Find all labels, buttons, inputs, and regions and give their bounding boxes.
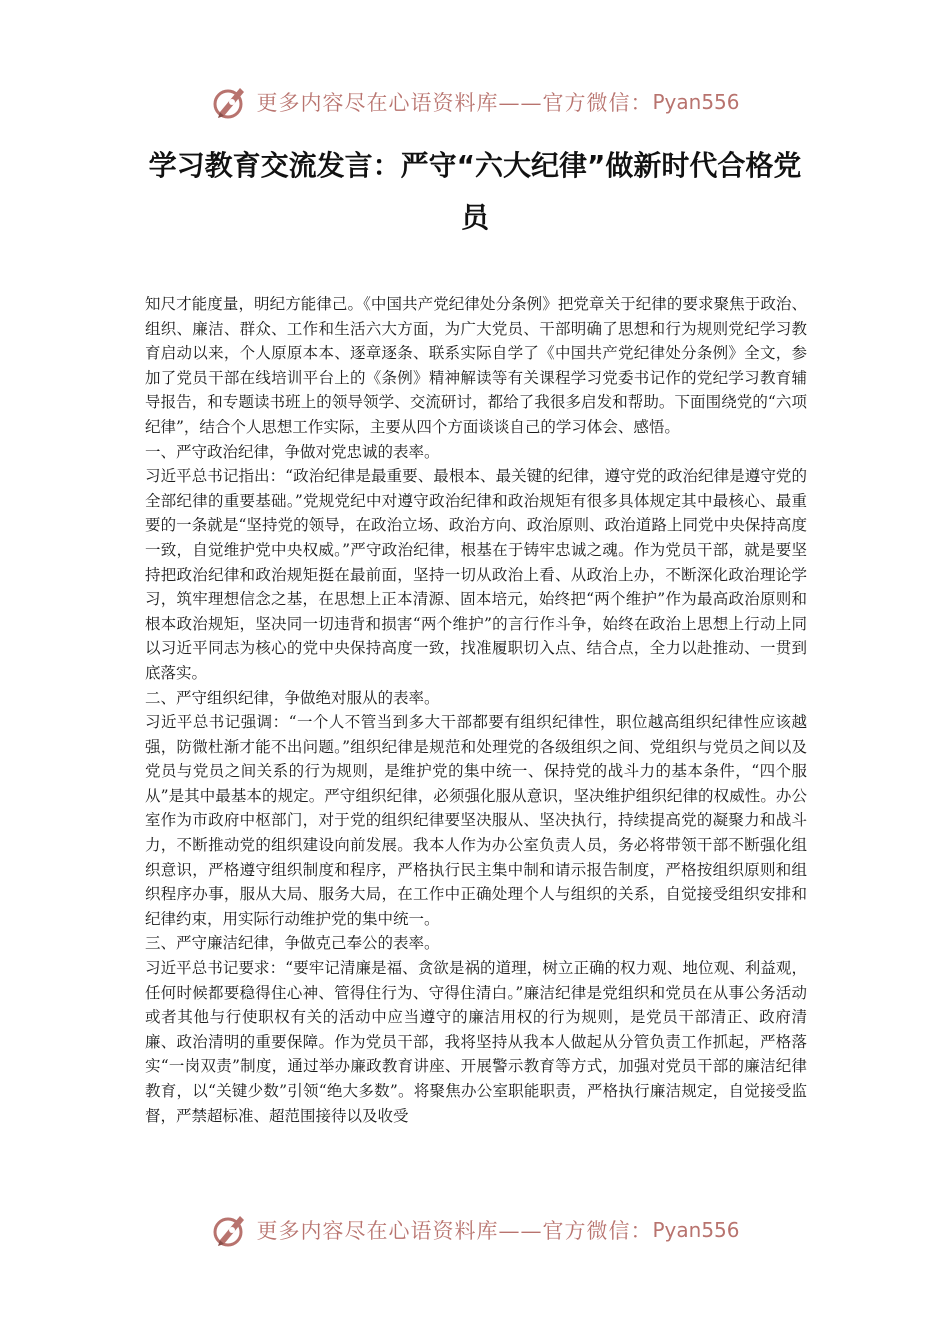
document-body [145, 292, 807, 1128]
document-title: 学习教育交流发言：严守“六大纪律”做新时代合格党员 [148, 149, 802, 234]
pen-logo-icon [210, 1210, 250, 1250]
paragraph-organizational-discipline: 习近平总书记强调：“一个人不管当到多大干部都要有组织纪律性，职位越高组织纪律性应该越强，防微杜渐才能不出问题。”组织纪律是规范和处理党的各级组织之间、党组织与党员之间以及党员与党员之间关系的行为规则，是维护党的集中统一、保持党的战斗力的基本条件，“四个服从”是其中最基本的规定。严守组织纪律，必须强化服从意识，坚决维护组织纪律的权威性。办公室作为市政府中枢部门，对于党的组织纪律要坚决服从、坚决执行，持续提高党的凝聚力和战斗力，不断推动党的组织建设向前发展。我本人作为办公室负责人员，务必将带领干部不断强化组织意识，严格遵守组织制度和程序，严格执行民主集中制和请示报告制度，严格按组织原则和组织程序办事，服从大局、服务大局，在工作中正确处理个人与组织的关系，自觉接受组织安排和纪律约束，用实际行动维护党的集中统一。 [145, 713, 807, 928]
heading-integrity-discipline: 三、严守廉洁纪律，争做克己奉公的表率。 [145, 934, 440, 953]
paragraph-integrity-discipline: 习近平总书记要求：“要牢记清廉是福、贪欲是祸的道理，树立正确的权力观、地位观、利益观，任何时候都要稳得住心神、管得住行为、守得住清白。”廉洁纪律是党组织和党员在从事公务活动或者其他与行使职权有关的活动中应当遵守的廉洁用权的行为规则，是党员干部清正、政府清廉、政治清明的重要保障。作为党员干部，我将坚持从我本人做起从分管负责工作抓起，严格落实“一岗双责”制度，通过举办廉政教育讲座、开展警示教育等方式，加强对党员干部的廉洁纪律教育，以“关键少数”引领“绝大多数”。将聚焦办公室职能职责，严格执行廉洁规定，自觉接受监督，严禁超标准、超范围接待以及收受 [145, 959, 807, 1125]
watermark-banner-bottom [0, 1208, 950, 1252]
heading-organizational-discipline: 二、严守组织纪律，争做绝对服从的表率。 [145, 688, 440, 707]
watermark-banner-top [0, 80, 950, 124]
heading-political-discipline: 一、严守政治纪律，争做对党忠诚的表率。 [145, 442, 440, 461]
watermark-wechat-id: Pyan556 [652, 90, 740, 114]
paragraph-political-discipline: 习近平总书记指出：“政治纪律是最重要、最根本、最关键的纪律，遵守党的政治纪律是遵守党的全部纪律的重要基础。”党规党纪中对遵守政治纪律和政治规矩有很多具体规定其中最核心、最重要的一条就是“坚持党的领导，在政治立场、政治方向、政治原则、政治道路上同党中央保持高度一致，自觉维护党中央权威。”严守政治纪律，根基在于铸牢忠诚之魂。作为党员干部，就是要坚持把政治纪律和政治规矩挺在最前面，坚持一切从政治上看、从政治上办，不断深化政治理论学习，筑牢理想信念之基，在思想上正本清源、固本培元，始终把“两个维护”作为最高政治原则和根本政治规矩，坚决同一切违背和损害“两个维护”的言行作斗争，始终在政治上思想上行动上同以习近平同志为核心的党中央保持高度一致，找准履职切入点、结合点，全力以赴推动、一贯到底落实。 [145, 467, 807, 682]
paragraph-intro: 知尺才能度量，明纪方能律己。《中国共产党纪律处分条例》把党章关于纪律的要求聚焦于政治、组织、廉洁、群众、工作和生活六大方面，为广大党员、干部明确了思想和行为规则党纪学习教育启动以来，个人原原本本、逐章逐条、联系实际自学了《中国共产党纪律处分条例》全文，参加了党员干部在线培训平台上的《条例》精神解读等有关课程学习党委书记作的党纪学习教育辅导报告，和专题读书班上的领导领学、交流研讨，都给了我很多启发和帮助。下面围绕党的“六项纪律”，结合个人思想工作实际，主要从四个方面谈谈自己的学习体会、感悟。 [145, 295, 807, 436]
watermark-wechat-id: Pyan556 [652, 1218, 740, 1242]
watermark-text: 更多内容尽在心语资料库——官方微信： [256, 1219, 653, 1243]
watermark-text: 更多内容尽在心语资料库——官方微信： [256, 91, 653, 115]
pen-logo-icon [210, 82, 250, 122]
